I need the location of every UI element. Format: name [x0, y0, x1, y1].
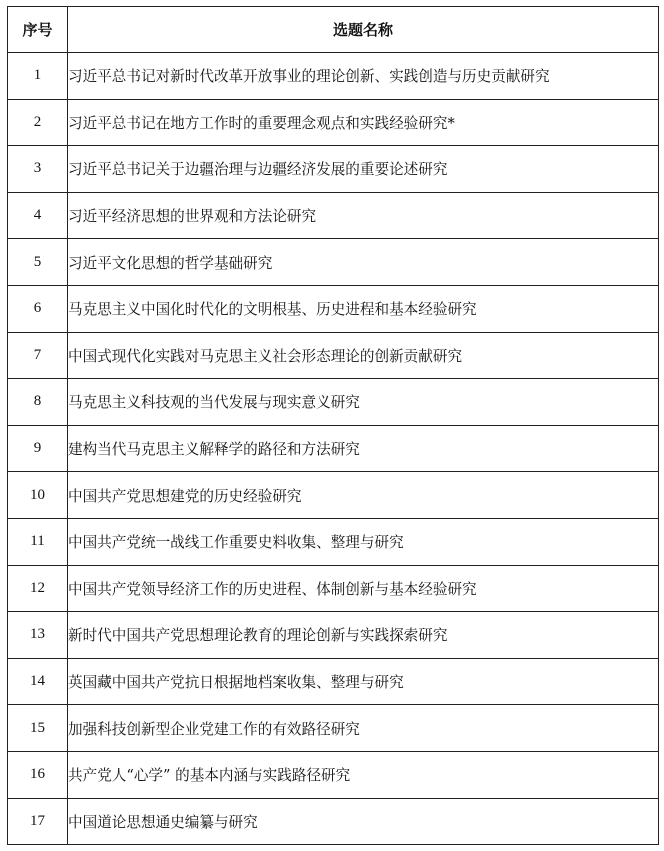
- row-number: 8: [8, 379, 68, 426]
- table-row: [8, 751, 659, 798]
- topic-title: 习近平经济思想的世界观和方法论研究: [68, 192, 659, 239]
- row-number: 4: [8, 192, 68, 239]
- table-row: [8, 798, 659, 845]
- topic-title: 习近平文化思想的哲学基础研究: [68, 239, 659, 286]
- table-row: [8, 239, 659, 286]
- header-row: [8, 7, 659, 53]
- row-number: 7: [8, 332, 68, 379]
- topic-title: 英国藏中国共产党抗日根据地档案收集、整理与研究: [68, 658, 659, 705]
- row-number: 15: [8, 705, 68, 752]
- topic-title: 新时代中国共产党思想理论教育的理论创新与实践探索研究: [68, 612, 659, 659]
- topic-title: 共产党人“心学” 的基本内涵与实践路径研究: [68, 751, 659, 798]
- table-row: [8, 518, 659, 565]
- topic-title: 中国道论思想通史编纂与研究: [68, 798, 659, 845]
- topic-title: 中国共产党领导经济工作的历史进程、体制创新与基本经验研究: [68, 565, 659, 612]
- topic-title: 习近平总书记关于边疆治理与边疆经济发展的重要论述研究: [68, 146, 659, 193]
- header-title: 选题名称: [68, 7, 659, 53]
- table-row: [8, 472, 659, 519]
- table-row: [8, 192, 659, 239]
- topic-title: 习近平总书记对新时代改革开放事业的理论创新、实践创造与历史贡献研究: [68, 53, 659, 100]
- table-row: [8, 99, 659, 146]
- topic-title: 马克思主义科技观的当代发展与现实意义研究: [68, 379, 659, 426]
- table-row: [8, 53, 659, 100]
- row-number: 17: [8, 798, 68, 845]
- topic-title: 马克思主义中国化时代化的文明根基、历史进程和基本经验研究: [68, 285, 659, 332]
- row-number: 3: [8, 146, 68, 193]
- topic-title: 中国共产党思想建党的历史经验研究: [68, 472, 659, 519]
- row-number: 14: [8, 658, 68, 705]
- row-number: 10: [8, 472, 68, 519]
- table-row: [8, 285, 659, 332]
- topic-title: 习近平总书记在地方工作时的重要理念观点和实践经验研究*: [68, 99, 659, 146]
- topic-title: 中国共产党统一战线工作重要史料收集、整理与研究: [68, 518, 659, 565]
- header-no: 序号: [8, 7, 68, 53]
- row-number: 5: [8, 239, 68, 286]
- row-number: 9: [8, 425, 68, 472]
- table-row: [8, 379, 659, 426]
- row-number: 16: [8, 751, 68, 798]
- table-row: [8, 332, 659, 379]
- row-number: 12: [8, 565, 68, 612]
- row-number: 11: [8, 518, 68, 565]
- topic-title: 建构当代马克思主义解释学的路径和方法研究: [68, 425, 659, 472]
- table-row: [8, 612, 659, 659]
- table-row: [8, 658, 659, 705]
- table-header: [8, 7, 659, 53]
- row-number: 1: [8, 53, 68, 100]
- row-number: 2: [8, 99, 68, 146]
- table-row: [8, 705, 659, 752]
- row-number: 13: [8, 612, 68, 659]
- topic-title: 中国式现代化实践对马克思主义社会形态理论的创新贡献研究: [68, 332, 659, 379]
- topics-table: [7, 6, 659, 845]
- row-number: 6: [8, 285, 68, 332]
- table-row: [8, 425, 659, 472]
- table-body: [8, 53, 659, 845]
- table-row: [8, 146, 659, 193]
- table-row: [8, 565, 659, 612]
- topic-title: 加强科技创新型企业党建工作的有效路径研究: [68, 705, 659, 752]
